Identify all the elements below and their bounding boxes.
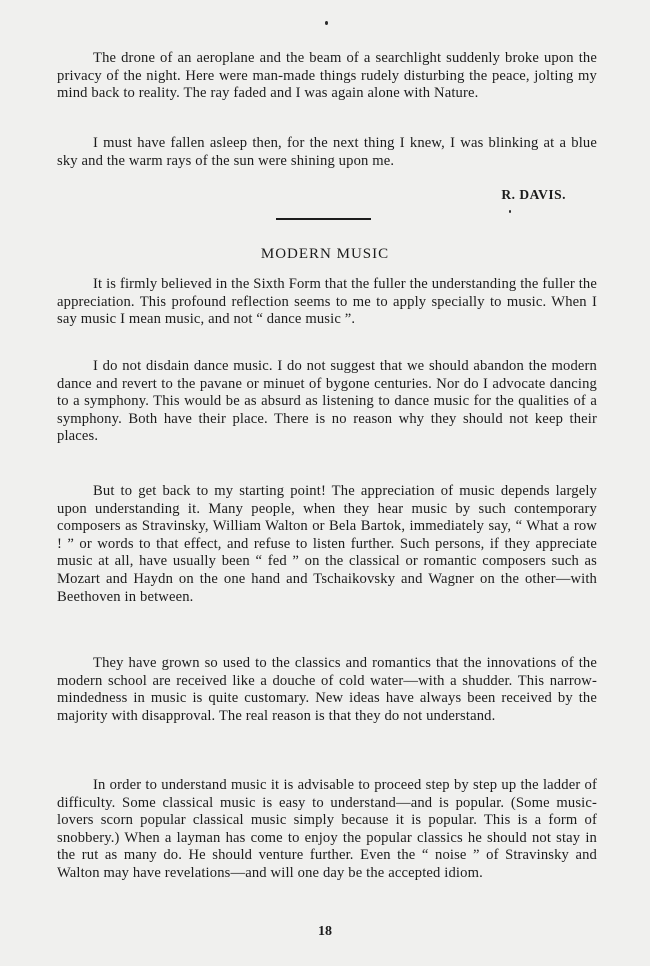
- article-paragraph: They have grown so used to the classics and romantics that the innovations of the modern school are received like a douche of cold water—with a shudder. This narrow-mindedness in music is quite customary. New ideas have always been received by the majority with disapproval. The real reason is that they do not understand.: [57, 655, 597, 724]
- section-divider: [276, 218, 371, 220]
- story-paragraph-aeroplane: The drone of an aeroplane and the beam of a searchlight suddenly broke upon the privacy of the night. Here were man-made things rudely disturbing the peace, jolting my mind back to reality. The ray faded and I was again alone with Nature.: [57, 50, 597, 102]
- article-paragraph: It is firmly believed in the Sixth Form that the fuller the understanding the fuller the appreciation. This profound reflection seems to me to apply specially to music. When I say music I mean music, and not “ dance music ”.: [57, 276, 597, 328]
- article-title: MODERN MUSIC: [260, 246, 390, 262]
- author-signature: R. DAVIS.: [501, 187, 566, 202]
- article-paragraph: In order to understand music it is advisable to proceed step by step up the ladder of difficulty. Some classical music is easy to understand—and is popular. (Some music-lovers scorn popular classical music simply because it is popular. This is a form of snobbery.) When a layman has come to enjoy the popular classics he should not stay in the rut as many do. He should venture further. Even the “ noise ” of Stravinsky and Walton may have revelations—and will one day be the accepted idiom.: [57, 777, 597, 881]
- article-paragraph: But to get back to my starting point! The appreciation of music depends largely upon understanding it. Many people, when they hear music by such contemporary composers as Stravinsky, William Walton or Bela Bartok, immediately say, “ What a row ! ” or words to that effect, and refuse to listen further. Such persons, if they appreciate music at all, have usually been “ fed ” on the classical or romantic composers such as Mozart and Haydn on the one hand and Tschaikovsky and Wagner on the other—with Beethoven in between.: [57, 483, 597, 605]
- ink-speck: [325, 21, 328, 25]
- story-paragraph-awakening: I must have fallen asleep then, for the next thing I knew, I was blinking at a blue sky and the warm rays of the sun were shining upon me.: [57, 135, 597, 169]
- page-number: 18: [318, 924, 332, 939]
- ink-speck: [509, 210, 511, 213]
- article-paragraph: I do not disdain dance music. I do not suggest that we should abandon the modern dance and revert to the pavane or minuet of bygone centuries. Nor do I advocate dancing to a symphony. This would be as absurd as listening to dance music for the qualities of a symphony. Both have their place. There is no reason why they should not keep their places.: [57, 358, 597, 445]
